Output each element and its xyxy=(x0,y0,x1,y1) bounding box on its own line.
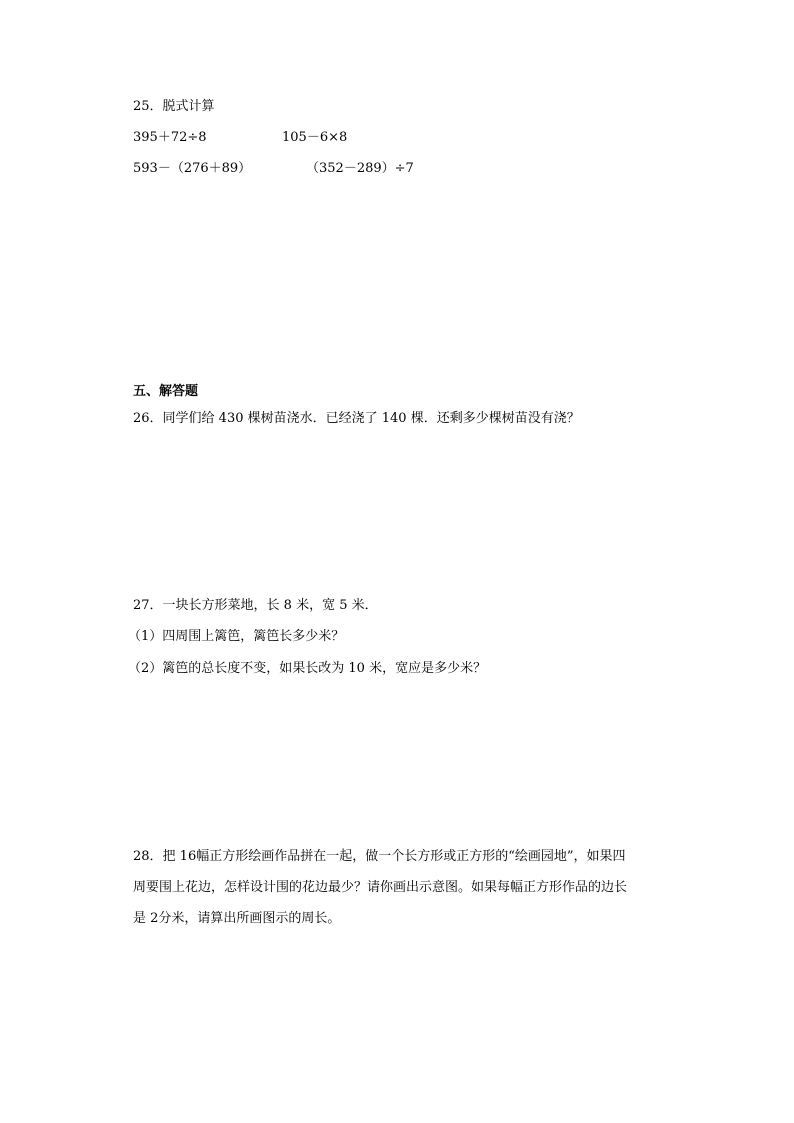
q25-item-2: 105－6×8 xyxy=(282,130,348,145)
q28-line-1: 28．把 16幅正方形绘画作品拼在一起，做一个长方形或正方形的“绘画园地”，如果四 xyxy=(133,849,626,864)
q27-sub-1: （1）四周围上篱笆，篱笆长多少米？ xyxy=(128,629,345,644)
q28-line-3: 是 2分米，请算出所画图示的周长。 xyxy=(133,911,341,926)
q25-item-4: （352－289）÷7 xyxy=(306,161,414,176)
q27-stem: 27．一块长方形菜地，长 8 米，宽 5 米． xyxy=(133,598,378,613)
section-5-heading: 五、解答题 xyxy=(133,384,199,399)
q28-line-2: 周要围上花边，怎样设计围的花边最少？请你画出示意图。如果每幅正方形作品的边长 xyxy=(133,880,628,895)
q25-item-1: 395＋72÷8 xyxy=(133,130,207,145)
q27-sub-2: （2）篱笆的总长度不变，如果长改为 10 米，宽应是多少米？ xyxy=(128,661,487,676)
q25-item-3: 593－（276＋89） xyxy=(133,161,252,176)
q25-title: 25．脱式计算 xyxy=(133,99,215,114)
question-26: 26．同学们给 430 棵树苗浇水．已经浇了 140 棵．还剩多少棵树苗没有浇？ xyxy=(133,411,580,426)
